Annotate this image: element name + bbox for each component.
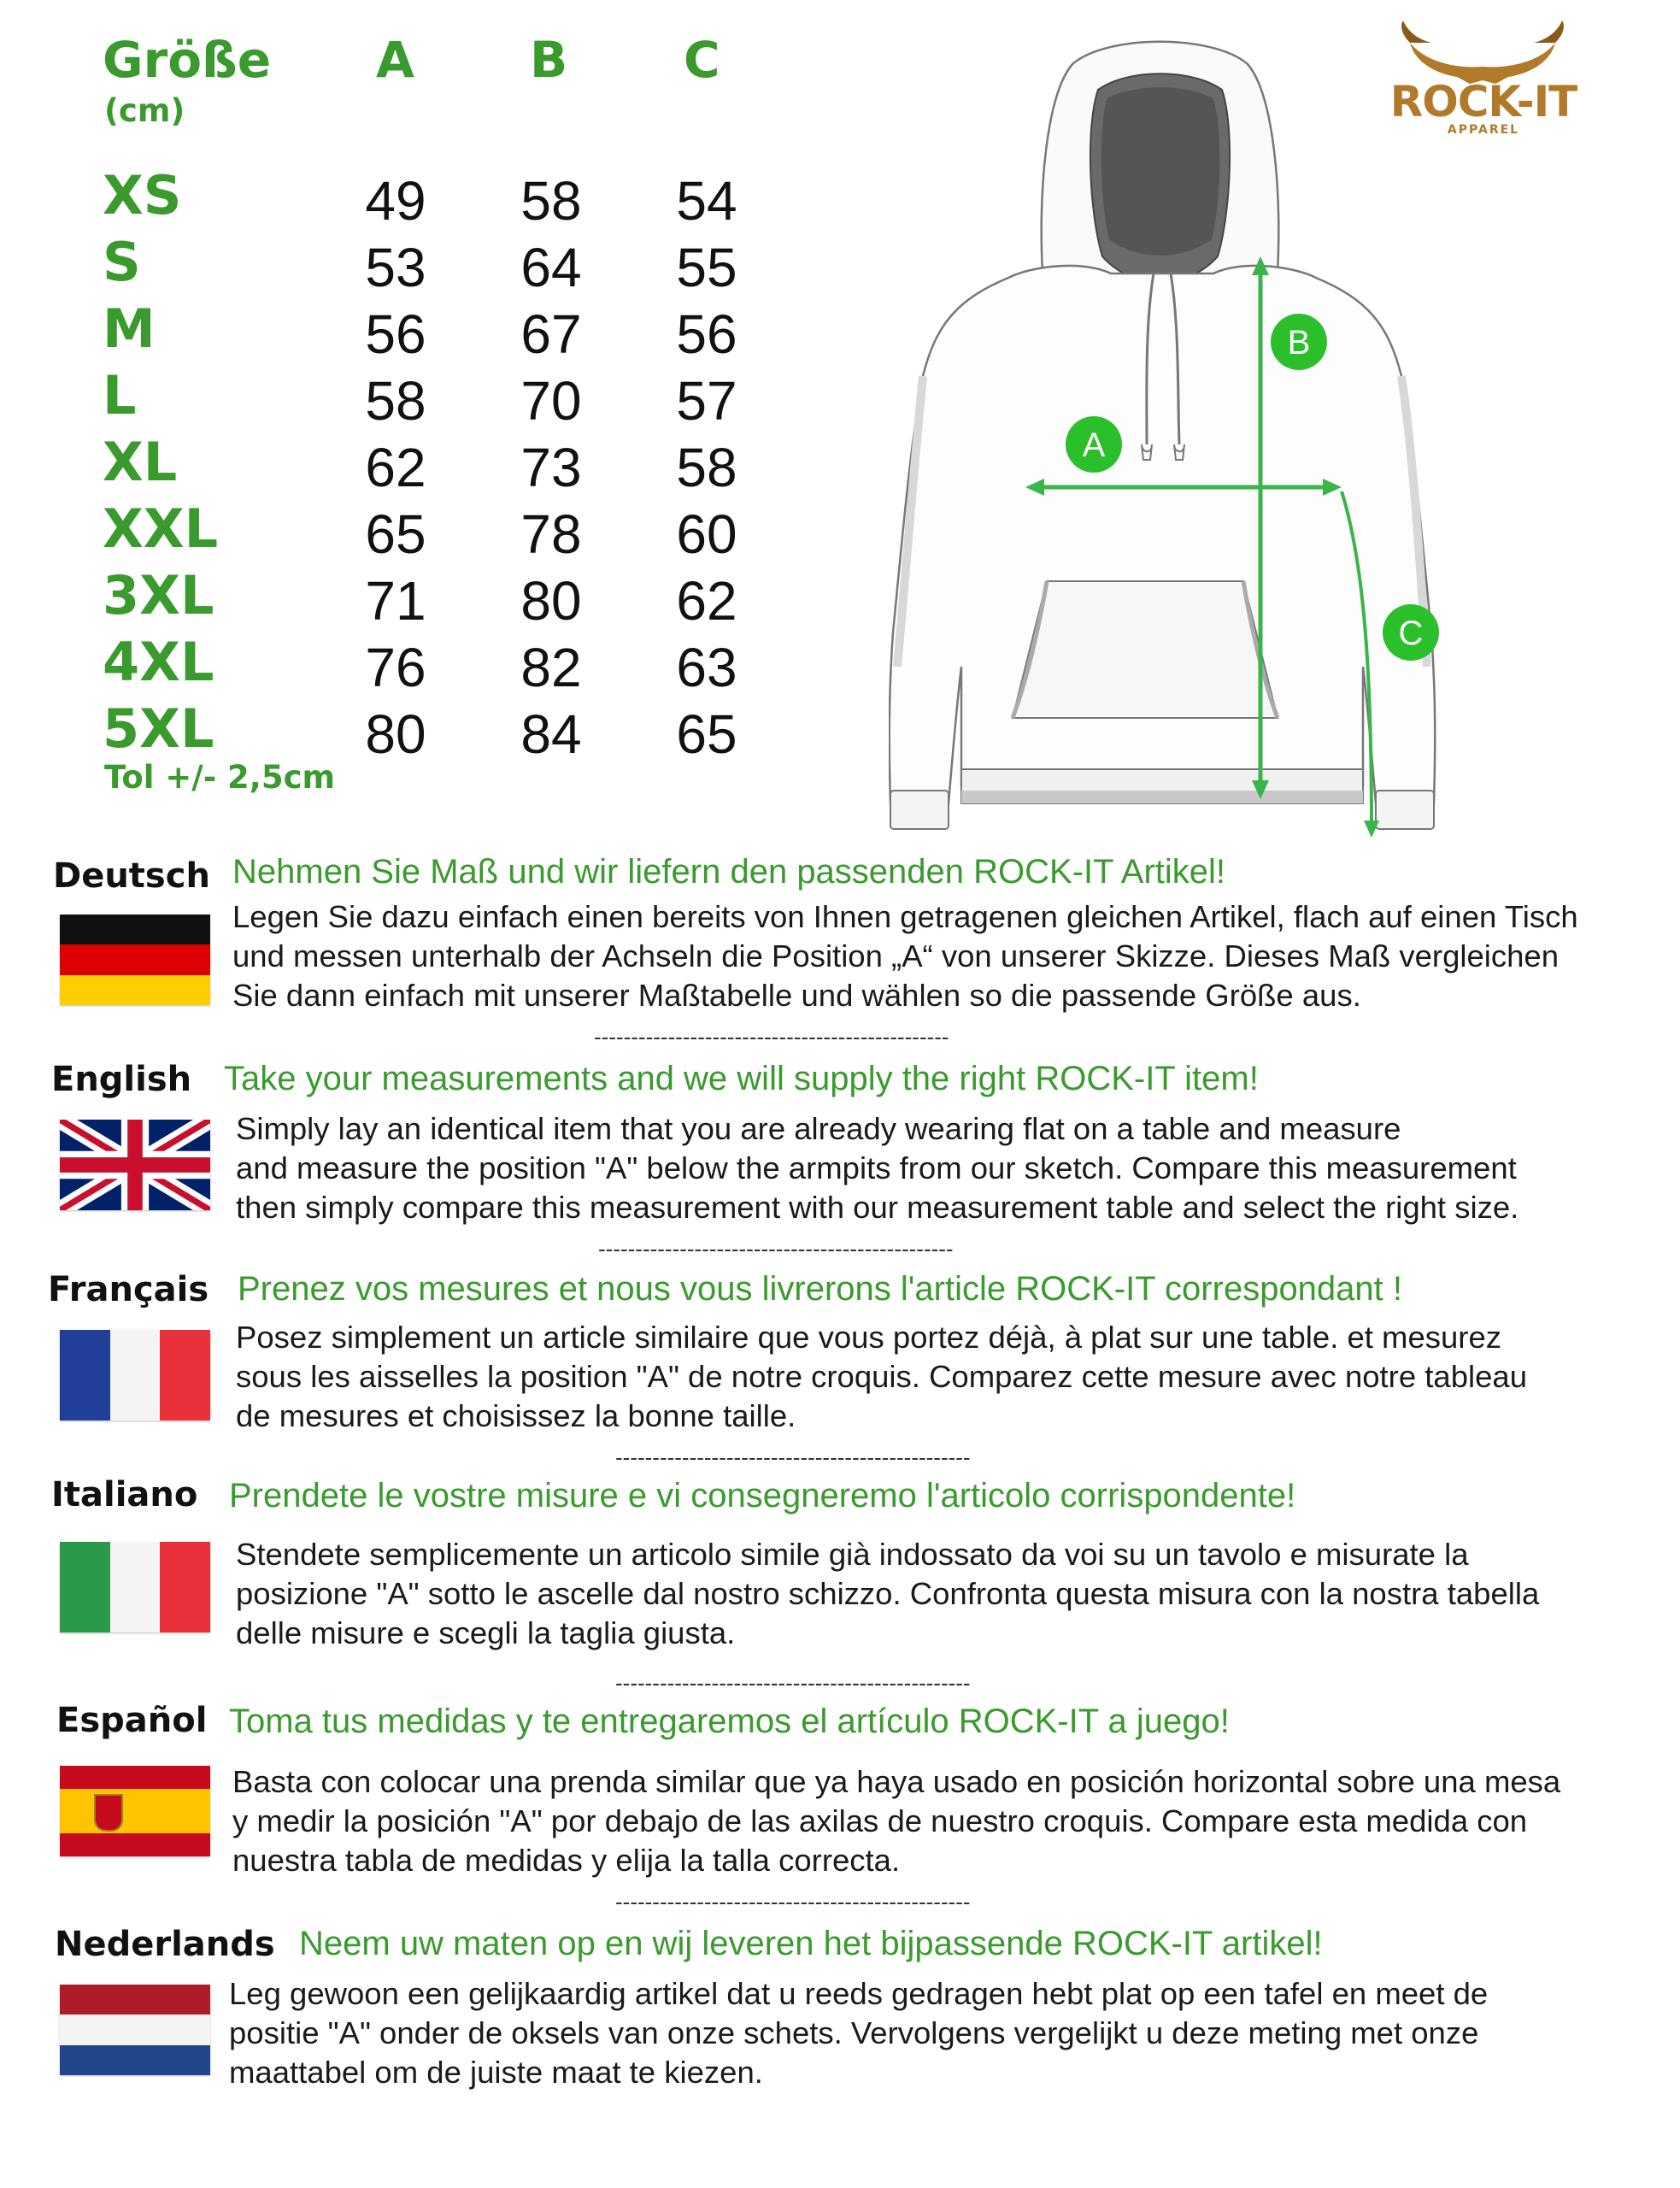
section-separator: ------------------------------------------------ (598, 1236, 954, 1262)
lang-name: Nederlands (55, 1925, 275, 1964)
flag-italy-icon (60, 1542, 210, 1632)
lang-name: Français (48, 1270, 209, 1309)
label-b-marker (1271, 314, 1327, 370)
value-s-a: 53 (365, 237, 426, 298)
value-5xl-c: 65 (676, 703, 737, 765)
section-line-2: und messen unterhalb der Achseln die Position „A“ von unserer Skizze. Dieses Maß vergleichen (232, 938, 1560, 973)
tolerance-note: Tol +/- 2,5cm (104, 759, 336, 796)
value-xxl-a: 65 (365, 503, 426, 565)
value-xl-a: 62 (365, 437, 426, 498)
section-line-2: posizione "A" sotto le ascelle dal nostro schizzo. Confronta questa misura con la nostra tabella (236, 1576, 1540, 1611)
value-l-c: 57 (676, 370, 737, 432)
section-line-2: y medir la posición "A" por debajo de las axilas de nuestro croquis. Compare esta medida con (232, 1803, 1528, 1838)
logo-brand-text: ROCK-IT (1389, 77, 1577, 126)
label-c-text: C (1398, 615, 1424, 652)
flag-spain-icon (60, 1766, 210, 1856)
label-a-marker (1066, 416, 1122, 473)
label-b-text: B (1287, 324, 1311, 362)
flag-united-kingdom-icon (60, 1120, 210, 1210)
section-line-2: sous les aisselles la position "A" de notre croquis. Comparez cette mesure avec notre tableau (236, 1359, 1528, 1394)
section-separator: ------------------------------------------------ (615, 1889, 971, 1914)
section-line-1: Legen Sie dazu einfach einen bereits von Ihnen getragenen gleichen Artikel, flach auf einen Tisch (232, 899, 1578, 934)
size-label-xxl: XXL (103, 497, 219, 560)
value-xl-b: 73 (520, 437, 582, 498)
flag-netherlands-icon (60, 1985, 210, 2075)
bull-horns-icon (1359, 17, 1607, 85)
flag-germany-icon (60, 915, 210, 1005)
spain-coat-of-arms-icon (94, 1794, 123, 1832)
section-line-3: nuestra tabla de medidas y elija la talla correcta. (232, 1843, 901, 1878)
value-xs-b: 58 (520, 170, 582, 232)
value-5xl-a: 80 (365, 703, 426, 765)
lang-name: Español (56, 1701, 208, 1740)
section-headline: Toma tus medidas y te entregaremos el artículo ROCK-IT a juego! (229, 1703, 1230, 1740)
value-xs-c: 54 (676, 170, 737, 232)
flag-france-icon (60, 1330, 210, 1420)
label-a-text: A (1082, 426, 1106, 464)
lang-name: Deutsch (53, 856, 210, 896)
size-header-label: Größe (103, 31, 272, 89)
section-line-2: and measure the position "A" below the armpits from our sketch. Compare this measurement (236, 1150, 1517, 1185)
size-label-xl: XL (103, 431, 178, 493)
size-unit-label: (cm) (104, 92, 185, 129)
size-label-m: M (103, 297, 156, 360)
logo-sub-text: APPAREL (1447, 123, 1520, 137)
section-headline: Prendete le vostre misure e vi consegneremo l'articolo corrispondente! (229, 1477, 1296, 1515)
column-header-c: C (684, 31, 720, 89)
lang-name: English (51, 1060, 192, 1099)
section-line-1: Leg gewoon een gelijkaardig artikel dat u reeds gedragen hebt plat op een tafel en meet de (229, 1976, 1489, 2011)
size-label-3xl: 3XL (103, 564, 214, 626)
section-headline: Neem uw maten op en wij leveren het bijpassende ROCK-IT artikel! (299, 1925, 1323, 1962)
column-header-b: B (530, 31, 568, 89)
value-4xl-b: 82 (520, 637, 582, 698)
section-line-3: delle misure e scegli la taglia giusta. (236, 1615, 736, 1650)
section-line-3: de mesures et choisissez la bonne taille. (236, 1398, 796, 1433)
section-line-3: Sie dann einfach mit unserer Maßtabelle und wählen so die passende Größe aus. (232, 978, 1361, 1013)
section-headline: Take your measurements and we will supply the right ROCK-IT item! (224, 1060, 1259, 1097)
section-separator: ------------------------------------------------ (615, 1444, 971, 1470)
section-separator: ------------------------------------------------ (615, 1670, 971, 1696)
value-3xl-a: 71 (365, 570, 426, 632)
section-line-1: Posez simplement un article similaire que vous portez déjà, à plat sur une table. et mesurez (236, 1320, 1502, 1355)
value-3xl-b: 80 (520, 570, 582, 632)
size-label-s: S (103, 231, 141, 293)
value-xxl-b: 78 (520, 503, 582, 565)
size-label-4xl: 4XL (103, 631, 214, 693)
section-headline: Nehmen Sie Maß und wir liefern den passenden ROCK-IT Artikel! (232, 853, 1226, 891)
size-label-xs: XS (103, 164, 182, 226)
brand-logo (1359, 17, 1607, 145)
size-label-l: L (103, 364, 137, 426)
section-line-2: positie "A" onder de oksels van onze schets. Vervolgens vergelijkt u deze meting met onze (229, 2015, 1479, 2050)
section-line-3: then simply compare this measurement with our measurement table and select the right size. (236, 1190, 1519, 1225)
section-separator: ------------------------------------------------ (594, 1024, 949, 1050)
lang-name: Italiano (51, 1475, 198, 1515)
section-headline: Prenez vos mesures et nous vous livrerons l'article ROCK-IT correspondant ! (238, 1270, 1403, 1308)
value-m-c: 56 (676, 303, 737, 365)
value-xxl-c: 60 (676, 503, 737, 565)
value-4xl-a: 76 (365, 637, 426, 698)
section-line-1: Stendete semplicemente un articolo simile già indossato da voi su un tavolo e misurate la (236, 1537, 1469, 1572)
section-line-1: Simply lay an identical item that you are already wearing flat on a table and measure (236, 1111, 1401, 1146)
value-l-a: 58 (365, 370, 426, 432)
value-4xl-c: 63 (676, 637, 737, 698)
column-header-a: A (376, 31, 414, 89)
section-line-3: maattabel om de juiste maat te kiezen. (229, 2055, 763, 2090)
value-s-b: 64 (520, 237, 582, 298)
value-5xl-b: 84 (520, 703, 582, 765)
value-m-b: 67 (520, 303, 582, 365)
value-l-b: 70 (520, 370, 582, 432)
value-xs-a: 49 (365, 170, 426, 232)
size-label-5xl: 5XL (103, 697, 214, 760)
value-3xl-c: 62 (676, 570, 737, 632)
value-s-c: 55 (676, 237, 737, 298)
label-c-marker (1383, 604, 1439, 661)
section-line-1: Basta con colocar una prenda similar que ya haya usado en posición horizontal sobre una mesa (232, 1764, 1561, 1799)
value-m-a: 56 (365, 303, 426, 365)
value-xl-c: 58 (676, 437, 737, 498)
